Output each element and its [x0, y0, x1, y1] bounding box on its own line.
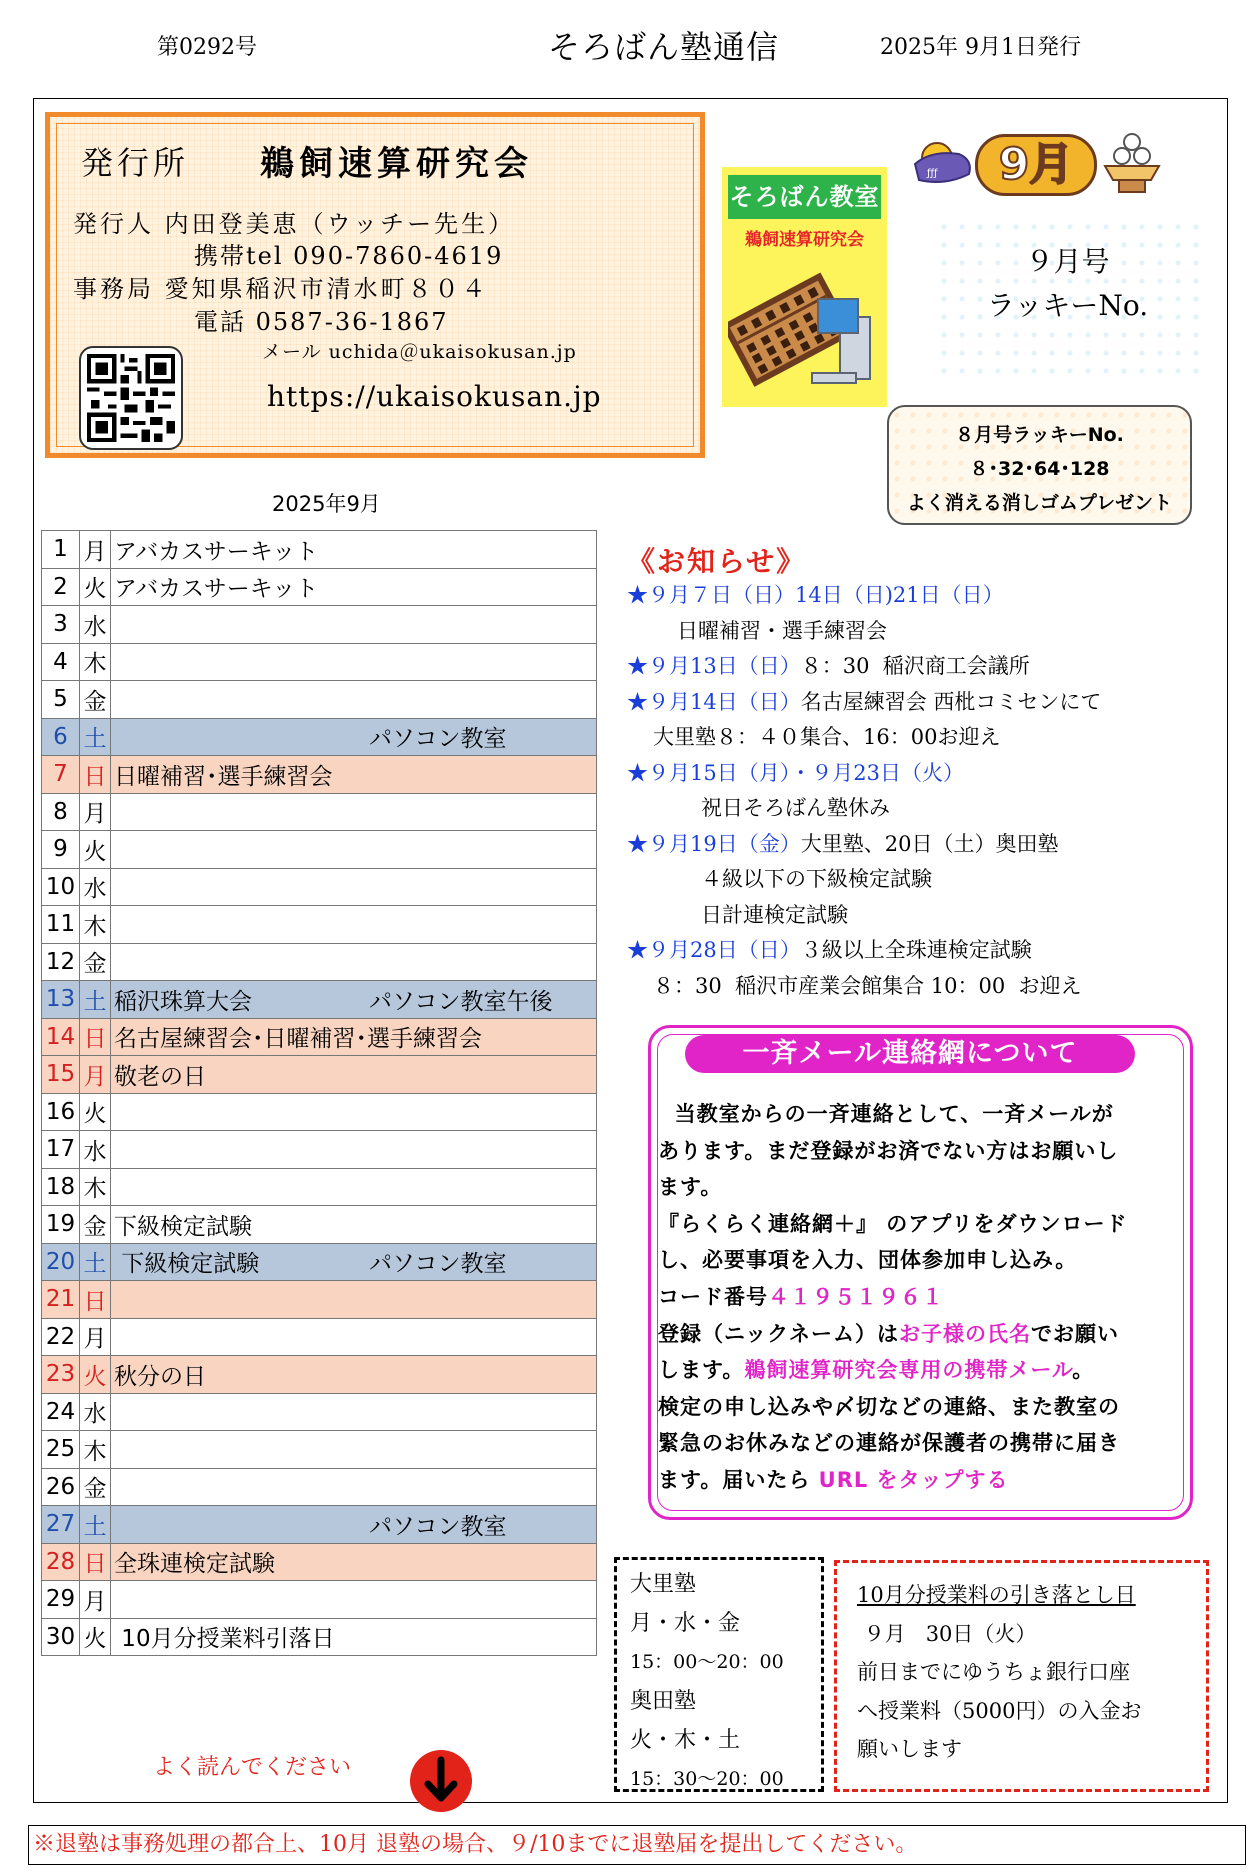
mail-network-line [658, 1279, 1188, 1316]
calendar-note [111, 643, 597, 681]
mail-network-highlight[interactable]: URL をタップする [818, 1467, 1009, 1492]
publisher-label: 発行所 [81, 144, 190, 182]
calendar-weekday: 月 [80, 1056, 111, 1094]
calendar-weekday: 木 [80, 643, 111, 681]
calendar-table [41, 530, 597, 1656]
calendar-day: 24 [42, 1393, 80, 1431]
calendar-weekday: 土 [80, 1506, 111, 1544]
calendar-day: 14 [42, 1018, 80, 1056]
month-badge: 9月 [975, 134, 1097, 196]
notices-title: 《お知らせ》 [627, 545, 807, 578]
star-icon: ★ [627, 831, 648, 856]
mail-network-highlight: ４１９５１９６１ [768, 1284, 944, 1309]
calendar-weekday: 月 [80, 531, 111, 569]
september-badge [905, 130, 1170, 205]
notice-text: 日計連検定試験 [701, 902, 848, 927]
withdrawal-note: ※退塾は事務処理の都合上、10月 退塾の場合、９/10までに退塾届を提出してください。 [28, 1825, 1246, 1865]
notice-text: ３級以上全珠連検定試験 [800, 938, 1032, 962]
fee-line: 前日までにゆうちょ銀行口座 [857, 1660, 1130, 1684]
calendar-row [42, 718, 597, 756]
classroom-logo [722, 167, 887, 407]
calendar-event: 下級検定試験 [114, 1251, 260, 1278]
mail-network-text: し、必要事項を入力、団体参加申し込み。 [658, 1248, 1078, 1273]
calendar-row [42, 1431, 597, 1469]
calendar-row [42, 1393, 597, 1431]
school-hours-line: 奥田塾 [630, 1689, 697, 1714]
calendar-weekday: 土 [80, 981, 111, 1019]
calendar-day: 11 [42, 906, 80, 944]
calendar-row [42, 1506, 597, 1544]
previous-lucky-prize: よく消える消しゴムプレゼント [906, 492, 1173, 514]
notice-line [627, 720, 1187, 756]
calendar-day: 4 [42, 643, 80, 681]
mail-network-line [658, 1242, 1188, 1279]
calendar-row [42, 981, 597, 1019]
notice-line [627, 649, 1187, 685]
mail-network-text: ます。届いたら [658, 1467, 819, 1492]
mail-network-line [658, 1352, 1188, 1389]
publisher-box [45, 112, 705, 458]
calendar-row [42, 1318, 597, 1356]
calendar-note [111, 1018, 597, 1056]
calendar-row [42, 1131, 597, 1169]
calendar-weekday: 金 [80, 943, 111, 981]
mail-network-line [658, 1425, 1188, 1462]
calendar-note [111, 1281, 597, 1319]
mail-network-line [658, 1133, 1188, 1170]
mail-network-line [658, 1206, 1188, 1243]
previous-lucky-title: ８月号ラッキーNo. [955, 424, 1124, 446]
school-hours-line: 火・木・土 [630, 1728, 741, 1753]
calendar-event: 下級検定試験 [114, 1213, 252, 1240]
calendar-row [42, 1168, 597, 1206]
calendar-note [111, 568, 597, 606]
star-icon: ★ [627, 938, 648, 962]
calendar-event [114, 1508, 369, 1541]
notice-date: ９月14日（日） [648, 689, 801, 714]
star-icon: ★ [627, 654, 648, 678]
notice-text: ８：30 稲沢商工会議所 [800, 654, 1030, 678]
mail-network-text: あります。まだ登録がお済でない方はお願いし [658, 1138, 1119, 1163]
calendar-row [42, 831, 597, 869]
notice-text: 大里塾、20日（土）奥田塾 [800, 831, 1059, 856]
calendar-row [42, 1018, 597, 1056]
calendar-event: 全珠連検定試験 [114, 1551, 275, 1578]
notice-text: 大里塾８：４０集合、16：00お迎え [653, 725, 1001, 749]
notice-line [627, 685, 1187, 721]
calendar-weekday: 日 [80, 756, 111, 794]
calendar-note [111, 1393, 597, 1431]
calendar-weekday: 火 [80, 568, 111, 606]
calendar-row [42, 1543, 597, 1581]
calendar-day: 7 [42, 756, 80, 794]
calendar-row [42, 906, 597, 944]
calendar-note [111, 718, 597, 756]
calendar-weekday: 火 [80, 1356, 111, 1394]
previous-lucky-box [887, 405, 1192, 525]
mail-network-title: 一斉メール連絡網について [685, 1035, 1135, 1073]
mail-network-highlight: 鵜飼速算研究会専用の携帯メール [744, 1358, 1073, 1383]
calendar-note [111, 943, 597, 981]
mail-network-text: 検定の申し込みや〆切などの連絡、また教室の [658, 1394, 1120, 1419]
school-hours-line: 月・水・金 [630, 1611, 741, 1636]
notice-date: ９月15日（月）・９月23日（火） [648, 760, 964, 785]
calendar-note [111, 1206, 597, 1244]
mooncake-icon [911, 140, 975, 190]
calendar-weekday: 日 [80, 1018, 111, 1056]
calendar-event: 秋分の日 [114, 1363, 206, 1390]
calendar-weekday: 金 [80, 1206, 111, 1244]
mail-network-line [658, 1462, 1188, 1499]
publisher-mobile: 携帯tel 090-7860-4619 [194, 242, 504, 270]
calendar-weekday: 月 [80, 793, 111, 831]
calendar-day: 1 [42, 531, 80, 569]
calendar-event: アバカスサーキット [114, 538, 319, 565]
calendar-weekday: 水 [80, 868, 111, 906]
school-hours-line: 15：30〜20：00 [630, 1768, 784, 1790]
issue-number: 第0292号 [157, 35, 257, 60]
calendar-weekday: 土 [80, 718, 111, 756]
calendar-weekday: 水 [80, 1131, 111, 1169]
notice-date: ９月19日（金） [648, 831, 801, 856]
calendar-weekday: 火 [80, 1618, 111, 1656]
calendar-pc-class: パソコン教室 [369, 1513, 507, 1540]
mail-network-text: 登録（ニックネーム）は [658, 1321, 899, 1346]
calendar-weekday: 木 [80, 1431, 111, 1469]
calendar-row [42, 1056, 597, 1094]
calendar-weekday: 日 [80, 1281, 111, 1319]
notice-date: ９月28日（日） [648, 938, 801, 962]
publisher-name: 鵜飼速算研究会 [260, 144, 533, 184]
calendar-note [111, 1356, 597, 1394]
notice-line [627, 827, 1187, 863]
calendar-day: 19 [42, 1206, 80, 1244]
calendar-weekday: 月 [80, 1581, 111, 1619]
calendar-day: 9 [42, 831, 80, 869]
calendar-day: 5 [42, 681, 80, 719]
calendar-day: 28 [42, 1543, 80, 1581]
calendar-row [42, 531, 597, 569]
fee-line: ９月 30日（火） [857, 1621, 1037, 1646]
mail-network-line [658, 1316, 1188, 1353]
notice-line [627, 862, 1187, 898]
calendar-note [111, 1168, 597, 1206]
calendar-row [42, 1468, 597, 1506]
calendar-day: 16 [42, 1093, 80, 1131]
calendar-row [42, 606, 597, 644]
notice-text: 祝日そろばん塾休み [701, 796, 890, 820]
calendar-pc-class: パソコン教室午後 [369, 988, 553, 1015]
calendar-day: 23 [42, 1356, 80, 1394]
calendar-note [111, 1093, 597, 1131]
calendar-note [111, 1431, 597, 1469]
publisher-issuer: 発行人 内田登美恵（ウッチー先生） [73, 210, 516, 238]
publisher-email: メール uchida＠ukaisokusan.jp [262, 341, 577, 363]
star-icon: ★ [627, 760, 648, 785]
calendar-weekday: 木 [80, 906, 111, 944]
calendar-note [111, 681, 597, 719]
calendar-weekday: 木 [80, 1168, 111, 1206]
calendar-pc-class: パソコン教室 [369, 1251, 507, 1278]
mail-network-text: でお願い [1030, 1321, 1119, 1346]
calendar-row [42, 1618, 597, 1656]
fee-line: 願いします [857, 1737, 962, 1761]
calendar-row [42, 1093, 597, 1131]
notice-text: ４級以下の下級検定試験 [701, 867, 932, 891]
mail-network-text: 当教室からの一斉連絡として、一斉メールが [658, 1102, 1114, 1126]
publisher-phone: 電話 0587-36-1867 [194, 308, 449, 336]
calendar-note [111, 1543, 597, 1581]
calendar-note [111, 1318, 597, 1356]
calendar-row [42, 1206, 597, 1244]
calendar-note [111, 1468, 597, 1506]
classroom-logo-sub: 鵜飼速算研究会 [745, 230, 864, 250]
calendar-note [111, 1131, 597, 1169]
calendar-row [42, 1243, 597, 1281]
mail-network-text: 。 [1072, 1358, 1095, 1383]
notice-text: ８：30 稲沢市産業会館集合 10：00 お迎え [653, 973, 1082, 998]
mail-network-line [658, 1096, 1188, 1133]
publisher-office: 事務局 愛知県稲沢市清水町８０４ [73, 275, 489, 303]
mail-network-highlight: お子様の氏名 [898, 1321, 1031, 1346]
notice-line [627, 898, 1187, 934]
notice-date: ９月７日（日）14日（日)21日（日） [648, 583, 1004, 607]
notice-line [627, 969, 1187, 1005]
mail-network-text: 緊急のお休みなどの連絡が保護者の携帯に届き [658, 1431, 1120, 1456]
calendar-weekday: 土 [80, 1243, 111, 1281]
calendar-pc-class: パソコン教室 [369, 726, 507, 753]
calendar-row [42, 568, 597, 606]
calendar-title: 2025年9月 [272, 492, 381, 516]
calendar-day: 20 [42, 1243, 80, 1281]
notices-list [627, 578, 1187, 1004]
calendar-event: 日曜補習･選手練習会 [114, 763, 333, 790]
calendar-event: 名古屋練習会･日曜補習･選手練習会 [114, 1026, 482, 1053]
calendar-day: 17 [42, 1131, 80, 1169]
svg-text:ƒƒƒ: ƒƒƒ [927, 168, 938, 179]
calendar-day: 22 [42, 1318, 80, 1356]
notice-text: 日曜補習・選手練習会 [677, 618, 887, 643]
newsletter-title: そろばん塾通信 [548, 28, 780, 66]
calendar-row [42, 681, 597, 719]
calendar-weekday: 火 [80, 831, 111, 869]
calendar-day: 12 [42, 943, 80, 981]
dango-icon [1099, 130, 1165, 198]
notice-date: ９月13日（日） [648, 654, 801, 678]
calendar-weekday: 金 [80, 681, 111, 719]
fee-title: 10月分授業料の引き落とし日 [857, 1583, 1136, 1607]
calendar-day: 27 [42, 1506, 80, 1544]
notice-text: 名古屋練習会 西枇コミセンにて [800, 689, 1102, 714]
notice-line [627, 578, 1187, 614]
issue-date: 2025年 9月1日発行 [880, 35, 1081, 60]
read-note: よく読んでください [153, 1755, 352, 1780]
publisher-url[interactable]: https://ukaisokusan.jp [267, 380, 602, 413]
star-icon: ★ [627, 583, 648, 607]
abacus-computer-icon [728, 255, 881, 403]
calendar-day: 25 [42, 1431, 80, 1469]
calendar-day: 8 [42, 793, 80, 831]
notice-line [627, 791, 1187, 827]
calendar-event: 稲沢珠算大会 [114, 988, 252, 1015]
calendar-row [42, 643, 597, 681]
calendar-day: 6 [42, 718, 80, 756]
calendar-day: 21 [42, 1281, 80, 1319]
mail-network-text: コード番号 [658, 1284, 768, 1309]
calendar-day: 3 [42, 606, 80, 644]
calendar-note [111, 1581, 597, 1619]
calendar-note [111, 531, 597, 569]
calendar-row [42, 868, 597, 906]
calendar-note [111, 831, 597, 869]
calendar-weekday: 水 [80, 606, 111, 644]
calendar-note [111, 756, 597, 794]
calendar-weekday: 火 [80, 1093, 111, 1131]
calendar-event: 10月分授業料引落日 [114, 1626, 335, 1653]
fee-line: へ授業料（5000円）の入金お [857, 1698, 1142, 1723]
lucky-label: ラッキーNo. [986, 289, 1149, 322]
calendar-day: 13 [42, 981, 80, 1019]
qr-code-icon [79, 346, 183, 450]
classroom-logo-name: そろばん教室 [728, 175, 881, 219]
calendar-event: アバカスサーキット [114, 576, 319, 603]
calendar-row [42, 1281, 597, 1319]
calendar-row [42, 1356, 597, 1394]
fee-info [857, 1576, 1141, 1769]
calendar-note [111, 868, 597, 906]
calendar-event: 敬老の日 [114, 1063, 206, 1090]
calendar-note [111, 606, 597, 644]
school-hours-line: 15：00〜20：00 [630, 1651, 784, 1673]
calendar-event [114, 720, 369, 753]
calendar-note [111, 981, 597, 1019]
lucky-number-box [935, 218, 1200, 376]
calendar-weekday: 金 [80, 1468, 111, 1506]
calendar-day: 15 [42, 1056, 80, 1094]
mail-network-line [658, 1169, 1188, 1206]
calendar-day: 10 [42, 868, 80, 906]
notice-line [627, 614, 1187, 650]
mail-network-text: 『らくらく連絡網＋』 のアプリをダウンロード [658, 1211, 1128, 1236]
calendar-note [111, 906, 597, 944]
star-icon: ★ [627, 689, 648, 714]
calendar-row [42, 943, 597, 981]
calendar-note [111, 1243, 597, 1281]
calendar-day: 29 [42, 1581, 80, 1619]
calendar-note [111, 1056, 597, 1094]
arrow-down-icon [408, 1748, 474, 1814]
calendar-row [42, 793, 597, 831]
calendar-day: 26 [42, 1468, 80, 1506]
mail-network-text: します。 [658, 1358, 745, 1383]
school-hours [630, 1565, 784, 1799]
previous-lucky-numbers: ８･32･64･128 [969, 458, 1110, 480]
calendar-note [111, 793, 597, 831]
calendar-weekday: 月 [80, 1318, 111, 1356]
notice-line [627, 756, 1187, 792]
calendar-weekday: 水 [80, 1393, 111, 1431]
calendar-row [42, 1581, 597, 1619]
notice-line [627, 933, 1187, 969]
mail-network-line [658, 1389, 1188, 1426]
calendar-day: 2 [42, 568, 80, 606]
calendar-note [111, 1618, 597, 1656]
calendar-day: 30 [42, 1618, 80, 1656]
calendar-day: 18 [42, 1168, 80, 1206]
calendar-row [42, 756, 597, 794]
lucky-month: ９月号 [1025, 245, 1110, 278]
mail-network-text: ます。 [658, 1175, 723, 1200]
mail-network-body [658, 1096, 1188, 1499]
calendar-note [111, 1506, 597, 1544]
calendar-weekday: 日 [80, 1543, 111, 1581]
school-hours-line: 大里塾 [630, 1572, 697, 1597]
